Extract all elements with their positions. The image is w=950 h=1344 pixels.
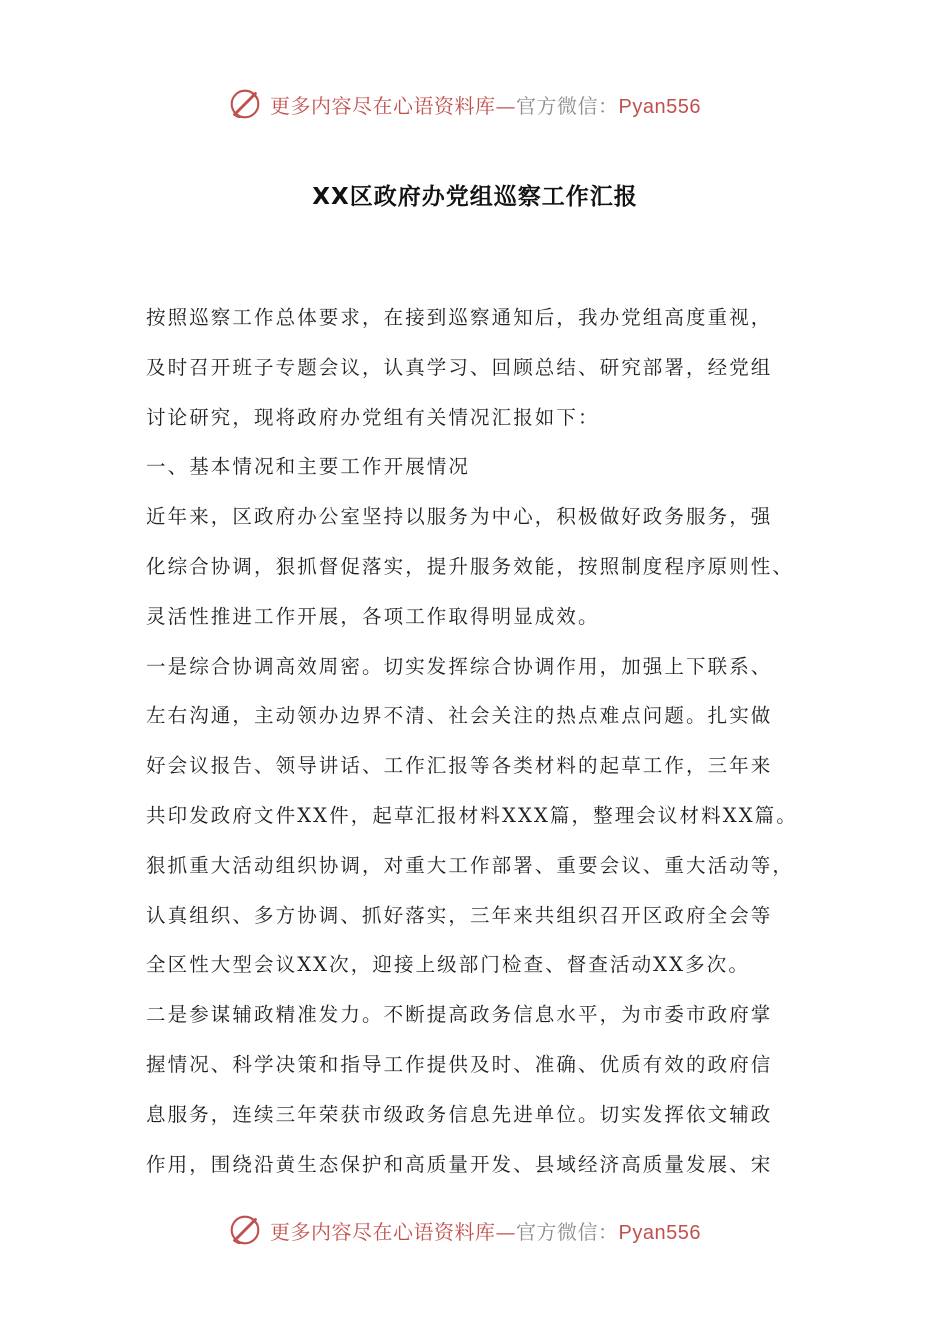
pen-logo-icon (226, 1211, 264, 1249)
text-line: 息服务，连续三年荣获市级政务信息先进单位。切实发挥依文辅政 (146, 1102, 773, 1126)
text-line: 近年来，区政府办公室坚持以服务为中心，积极做好政务服务，强 (146, 505, 773, 529)
banner-wechat-id: Pyan556 (618, 1221, 701, 1244)
text-line: 化综合协调，狠抓督促落实，提升服务效能，按照制度程序原则性、 (146, 554, 795, 578)
banner-official-label: 官方微信： (516, 93, 619, 118)
text-line: 好会议报告、领导讲话、工作汇报等各类材料的起草工作，三年来 (146, 754, 773, 778)
text-line: 灵活性推进工作开展，各项工作取得明显成效。 (146, 604, 600, 628)
banner-main-text: 更多内容尽在心语资料库 (270, 1219, 496, 1244)
text-line: 及时召开班子专题会议，认真学习、回顾总结、研究部署，经党组 (146, 355, 773, 379)
text-line: 共印发政府文件XX件，起草汇报材料XXX篇，整理会议材料XX篇。 (146, 803, 798, 827)
text-line: 握情况、科学决策和指导工作提供及时、准确、优质有效的政府信 (146, 1052, 773, 1076)
header-banner (226, 84, 701, 124)
banner-text (270, 1216, 701, 1245)
text-line: 全区性大型会议XX次，迎接上级部门检查、督查活动XX多次。 (146, 953, 750, 977)
text-line: 左右沟通，主动领办边界不清、社会关注的热点难点问题。扎实做 (146, 704, 773, 728)
text-line: 讨论研究，现将政府办党组有关情况汇报如下： (146, 405, 600, 429)
footer-banner (226, 1210, 701, 1250)
text-line: 作用，围绕沿黄生态保护和高质量开发、县域经济高质量发展、宋 (146, 1152, 773, 1176)
text-line: 狠抓重大活动组织协调，对重大工作部署、重要会议、重大活动等， (146, 853, 795, 877)
text-line: 按照巡察工作总体要求，在接到巡察通知后，我办党组高度重视， (146, 306, 773, 329)
text-line: 二是参谋辅政精准发力。不断提高政务信息水平，为市委市政府掌 (146, 1003, 773, 1027)
text-line: 认真组织、多方协调、抓好落实，三年来共组织召开区政府全会等 (146, 903, 773, 927)
pen-logo-icon (226, 85, 264, 123)
banner-main-text: 更多内容尽在心语资料库 (270, 93, 496, 118)
section-heading: 一、基本情况和主要工作开展情况 (146, 455, 471, 479)
banner-dash: — (495, 1219, 516, 1244)
document-body (146, 298, 826, 1194)
text-line: 一是综合协调高效周密。切实发挥综合协调作用，加强上下联系、 (146, 654, 773, 678)
document-title: XX区政府办党组巡察工作汇报 (312, 184, 638, 210)
banner-dash: — (495, 93, 516, 118)
banner-wechat-id: Pyan556 (618, 95, 701, 118)
banner-official-label: 官方微信： (516, 1219, 619, 1244)
banner-text (270, 90, 701, 119)
